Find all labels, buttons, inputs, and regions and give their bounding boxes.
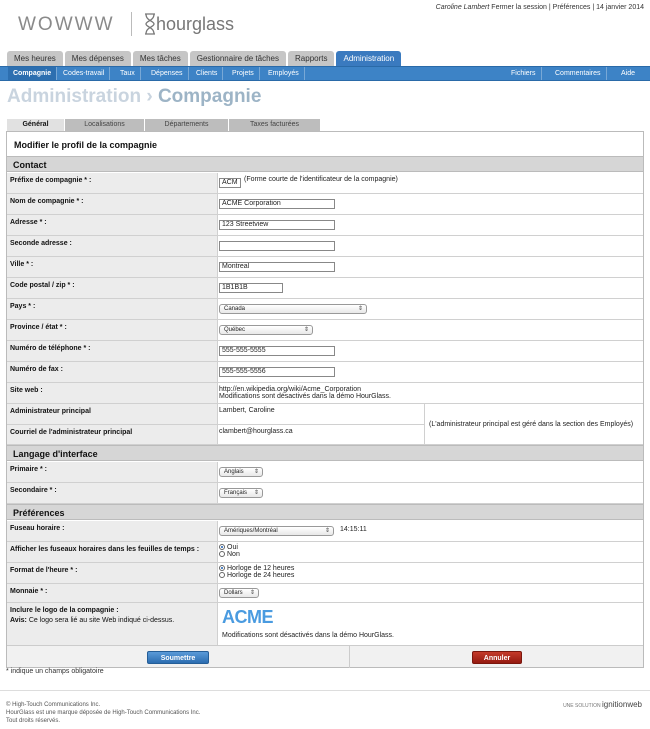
logo-notice [10,617,217,624]
main-tabs [7,51,401,66]
secondary-language-label: Secondaire * : [7,483,218,503]
admin-email-value: clambert@hourglass.ca [219,428,293,435]
time-format-24h[interactable] [219,572,294,579]
website-url: http://en.wikipedia.org/wiki/Acme_Corporation [219,386,362,393]
address2-input[interactable] [219,241,335,251]
form-title: Modifier le profil de la compagnie [14,140,158,150]
chevron-updown-icon: ⇕ [357,306,363,312]
wowww-logo: WOWWW [18,14,115,35]
radio-unchecked-icon [219,551,225,557]
subnav-clients[interactable]: Clients [191,67,223,80]
show-timezones-options [219,542,240,562]
section-language: Langage d'interface [7,445,643,461]
address2-label: Seconde adresse : [7,236,218,256]
logo-divider [131,12,132,36]
prefix-note: (Forme courte de l'identificateur de la compagnie) [244,176,398,183]
show-timezones-no-label: Non [227,551,240,558]
currency-select[interactable] [219,588,259,598]
row-postal [7,278,643,299]
admin-subnav [0,66,650,81]
show-timezones-label: Afficher les fuseaux horaires dans les feuilles de temps : [7,542,218,562]
phone-input[interactable]: 555-555-5555 [219,346,335,356]
footer-copyright [6,701,200,725]
row-currency [7,584,643,603]
address-input[interactable]: 123 Streetview [219,220,335,230]
admin-value: Lambert, Caroline [219,407,275,414]
copyright-line-1: © High-Touch Communications Inc. [6,702,101,708]
time-format-options [219,563,294,583]
prefix-label: Préfixe de compagnie * : [7,173,218,193]
logout-link[interactable]: Fermer la session [491,4,547,11]
row-website [7,383,643,404]
show-timezones-yes[interactable] [219,544,240,551]
chevron-updown-icon: ⇕ [253,469,259,475]
time-format-12h-label: Horloge de 12 heures [227,565,295,572]
timezone-value: Amériques/Montréal [224,528,278,534]
secondary-language-select[interactable] [219,488,263,498]
row-timezone [7,521,643,542]
form-actions [7,645,643,667]
subnav-fichiers[interactable]: Fichiers [506,67,542,80]
postal-input[interactable]: 1B1B1B [219,283,283,293]
section-preferences: Préférences [7,504,643,520]
row-show-timezones [7,542,643,563]
chevron-updown-icon: ⇕ [253,490,259,496]
subtab-taxes-facturees[interactable]: Taxes facturées [229,119,320,131]
website-label: Site web : [7,383,218,403]
province-label: Province / état * : [7,320,218,340]
country-select[interactable] [219,304,367,314]
admin-note: (L'administrateur principal est géré dans la section des Employés) [424,404,643,445]
row-address [7,215,643,236]
radio-checked-icon [219,544,225,550]
title-current: Compagnie [157,86,262,107]
prefix-input[interactable]: ACM [219,178,241,188]
cancel-button[interactable]: Annuler [472,651,522,664]
tab-mes-depenses[interactable]: Mes dépenses [65,51,131,66]
subnav-compagnie[interactable]: Compagnie [8,67,57,80]
logo-note: Modifications sont désactivés dans la démo HourGlass. [222,632,394,639]
time-format-24h-label: Horloge de 24 heures [227,572,295,579]
subnav-depenses[interactable]: Dépenses [146,67,189,80]
logo-notice-strong: Avis: [10,617,27,624]
province-select[interactable] [219,325,313,335]
top-links: Caroline Lambert Fermer la session | Préférences | 14 janvier 2014 [435,4,644,11]
country-label: Pays * : [7,299,218,319]
company-name-input[interactable]: ACME Corporation [219,199,335,209]
secondary-language-value: Français [224,490,248,496]
tab-administration[interactable]: Administration [336,51,401,66]
submit-button[interactable]: Soumettre [147,651,209,664]
timezone-time: 14:15:11 [340,526,367,533]
postal-label: Code postal / zip * : [7,278,218,298]
row-province [7,320,643,341]
fax-label: Numéro de fax : [7,362,218,382]
primary-language-value: Anglais [224,469,244,475]
address-label: Adresse * : [7,215,218,235]
name-label: Nom de compagnie * : [7,194,218,214]
preferences-link[interactable]: Préférences [552,4,591,11]
row-time-format [7,563,643,584]
ignitionweb-brand [563,700,642,709]
currency-label: Monnaie * : [7,584,218,602]
time-format-12h[interactable] [219,565,294,572]
country-value: Canada [224,306,246,312]
subnav-aide[interactable]: Aide [621,70,636,77]
radio-unchecked-icon [219,572,225,578]
logo-notice-text: Ce logo sera lié au site Web indiqué ci-dessus. [28,617,175,624]
subtab-departements[interactable]: Départements [145,119,228,131]
hourglass-logo-icon [143,13,157,35]
row-phone [7,341,643,362]
actions-divider [349,646,350,668]
row-city [7,257,643,278]
row-address2 [7,236,643,257]
tab-gestionnaire-taches[interactable]: Gestionnaire de tâches [190,51,286,66]
admin-email-label: Courriel de l'administrateur principal [7,425,218,444]
admin-label: Administrateur principal [7,404,218,424]
row-prefix [7,173,643,194]
currency-value: Dollars [224,590,243,596]
radio-checked-icon [219,565,225,571]
page-title [7,86,261,108]
city-label: Ville * : [7,257,218,277]
brand-name: ignitionweb [601,700,642,709]
subnav-employes[interactable]: Employés [263,67,305,80]
row-fax [7,362,643,383]
subnav-codes-travail[interactable]: Codes-travail [58,67,110,80]
show-timezones-no[interactable] [219,551,240,558]
section-contact: Contact [7,156,643,172]
city-input[interactable]: Montreal [219,262,335,272]
timezone-select[interactable] [219,526,334,536]
subnav-commentaires[interactable]: Commentaires [550,67,607,80]
fax-input[interactable]: 555-555-5556 [219,367,335,377]
website-value [219,383,391,403]
required-note: * indique un champs obligatoire [6,668,104,675]
company-form [6,131,644,668]
logo-label [7,603,218,645]
logo-label-text: Inclure le logo de la compagnie : [10,607,119,614]
brand-small-text: UNE SOLUTION [563,703,601,709]
tab-mes-heures[interactable]: Mes heures [7,51,63,66]
row-name [7,194,643,215]
row-secondary-language [7,483,643,504]
row-primary-language [7,462,643,483]
time-format-label: Format de l'heure * : [7,563,218,583]
copyright-line-2: HourGlass est une marque déposée de High-Touch Communications Inc. [6,710,201,716]
chevron-updown-icon: ⇕ [249,590,255,596]
timezone-label: Fuseau horaire : [7,521,218,541]
title-parent: Administration [7,86,142,107]
hourglass-logo: hourglass [156,14,235,34]
copyright-line-3: Tout droits réservés. [6,718,61,724]
subtab-general[interactable]: Général [7,119,64,131]
section-tabs [7,119,320,131]
current-date: 14 janvier 2014 [596,4,644,11]
user-name: Caroline Lambert [435,4,490,11]
show-timezones-yes-label: Oui [227,544,238,551]
title-separator: › [146,86,153,107]
subnav-taux[interactable]: Taux [115,67,141,80]
tab-mes-taches[interactable]: Mes tâches [133,51,188,66]
tab-rapports[interactable]: Rapports [288,51,334,66]
row-country [7,299,643,320]
primary-language-select[interactable] [219,467,263,477]
footer-divider [0,690,650,691]
chevron-updown-icon: ⇕ [303,327,309,333]
row-logo [7,603,643,645]
chevron-updown-icon: ⇕ [324,528,330,534]
website-note: Modifications sont désactivés dans la démo HourGlass. [219,393,391,400]
primary-language-label: Primaire * : [7,462,218,482]
province-value: Québec [224,327,246,333]
phone-label: Numéro de téléphone * : [7,341,218,361]
company-logo: ACME [222,607,273,627]
subnav-projets[interactable]: Projets [227,67,260,80]
subtab-localisations[interactable]: Localisations [65,119,144,131]
